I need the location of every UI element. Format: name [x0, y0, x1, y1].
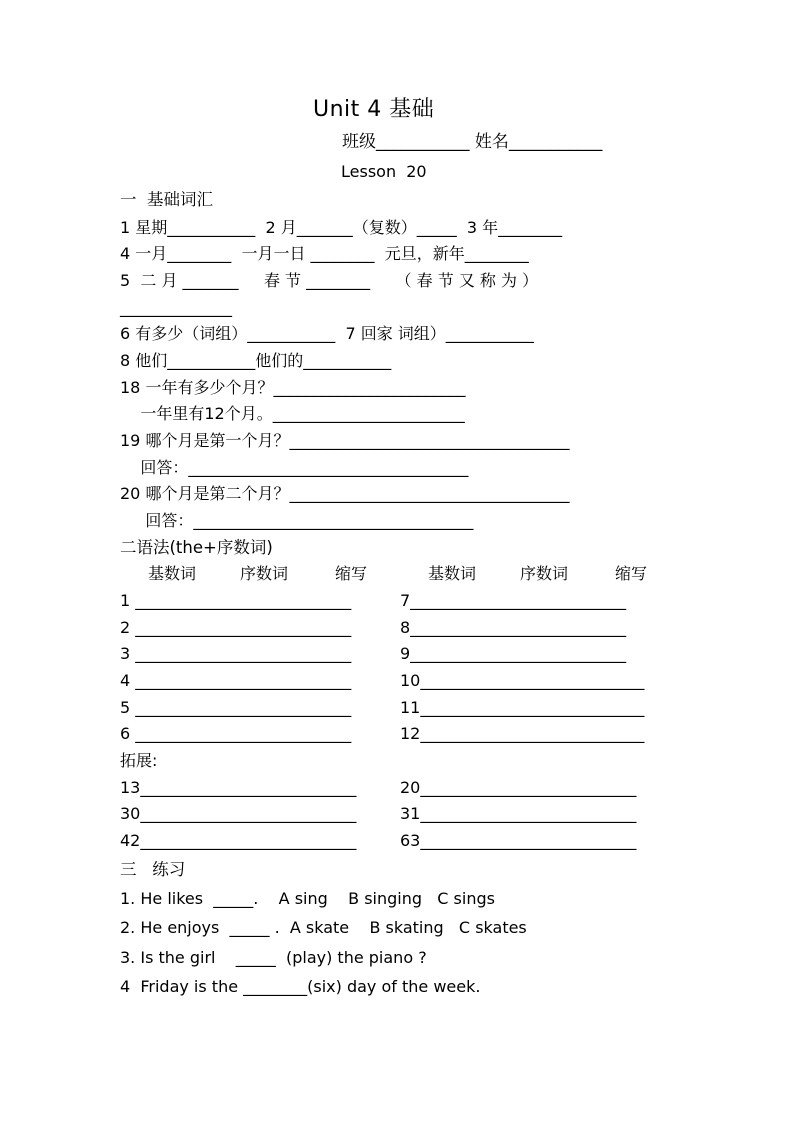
vocab-line: 回答：___________________________________ — [120, 458, 469, 477]
column-header: 序数词 — [520, 564, 569, 583]
grammar-row: 1 ___________________________ — [120, 591, 352, 610]
grammar-row: 12____________________________ — [400, 724, 645, 743]
expand-row: 63___________________________ — [400, 831, 637, 850]
vocab-line: 一年里有12个月。________________________ — [120, 404, 465, 423]
column-header: 缩写 — [335, 564, 368, 583]
grammar-row: 8___________________________ — [400, 618, 627, 637]
vocab-line: 19 哪个月是第一个月？___________________________________ — [120, 431, 570, 450]
page-title: Unit 4 基础 — [313, 97, 435, 122]
grammar-row: 11____________________________ — [400, 698, 645, 717]
column-header: 基数词 — [428, 564, 477, 583]
vocab-line: 18 一年有多少个月？________________________ — [120, 378, 466, 397]
expand-row: 13___________________________ — [120, 778, 357, 797]
expand-row: 31___________________________ — [400, 804, 637, 823]
column-header: 基数词 — [148, 564, 197, 583]
vocab-line: 5 二 月 _______ 春 节 ________ （ 春 节 又 称 为 ） — [120, 271, 539, 290]
column-header: 缩写 — [615, 564, 648, 583]
column-header: 序数词 — [240, 564, 289, 583]
exercise-item: 2. He enjoys _____ . A skate B skating C skates — [120, 918, 527, 937]
section-2-heading: 二语法(the+序数词) — [120, 538, 273, 557]
expand-row: 42___________________________ — [120, 831, 357, 850]
grammar-row: 7___________________________ — [400, 591, 627, 610]
section-1-heading: 一 基础词汇 — [120, 190, 213, 209]
expand-row: 30___________________________ — [120, 804, 357, 823]
class-name-line: 班级___________ 姓名___________ — [342, 132, 603, 152]
expand-label: 拓展: — [120, 751, 158, 770]
grammar-row: 4 ___________________________ — [120, 671, 352, 690]
lesson-label: Lesson 20 — [341, 162, 427, 181]
vocab-line: 6 有多少（词组）___________ 7 回家 词组）___________ — [120, 324, 534, 343]
section-3-heading: 三 练习 — [120, 860, 186, 879]
vocab-line: ______________ — [120, 298, 232, 317]
vocab-line: 回答：___________________________________ — [120, 511, 474, 530]
exercise-item: 3. Is the girl _____ (play) the piano ? — [120, 948, 427, 967]
exercise-item: 1. He likes _____. A sing B singing C sings — [120, 889, 495, 908]
grammar-row: 2 ___________________________ — [120, 618, 352, 637]
expand-row: 20___________________________ — [400, 778, 637, 797]
grammar-row: 5 ___________________________ — [120, 698, 352, 717]
grammar-row: 9___________________________ — [400, 644, 627, 663]
grammar-row: 6 ___________________________ — [120, 724, 352, 743]
grammar-row: 3 ___________________________ — [120, 644, 352, 663]
vocab-line: 4 一月________ 一月一日 ________ 元旦，新年________ — [120, 244, 529, 263]
vocab-line: 8 他们___________他们的___________ — [120, 351, 392, 370]
exercise-item: 4 Friday is the ________(six) day of the week. — [120, 977, 481, 996]
vocab-line: 1 星期___________ 2 月_______（复数）_____ 3 年________ — [120, 218, 563, 237]
vocab-line: 20 哪个月是第二个月？___________________________________ — [120, 484, 570, 503]
grammar-row: 10____________________________ — [400, 671, 645, 690]
